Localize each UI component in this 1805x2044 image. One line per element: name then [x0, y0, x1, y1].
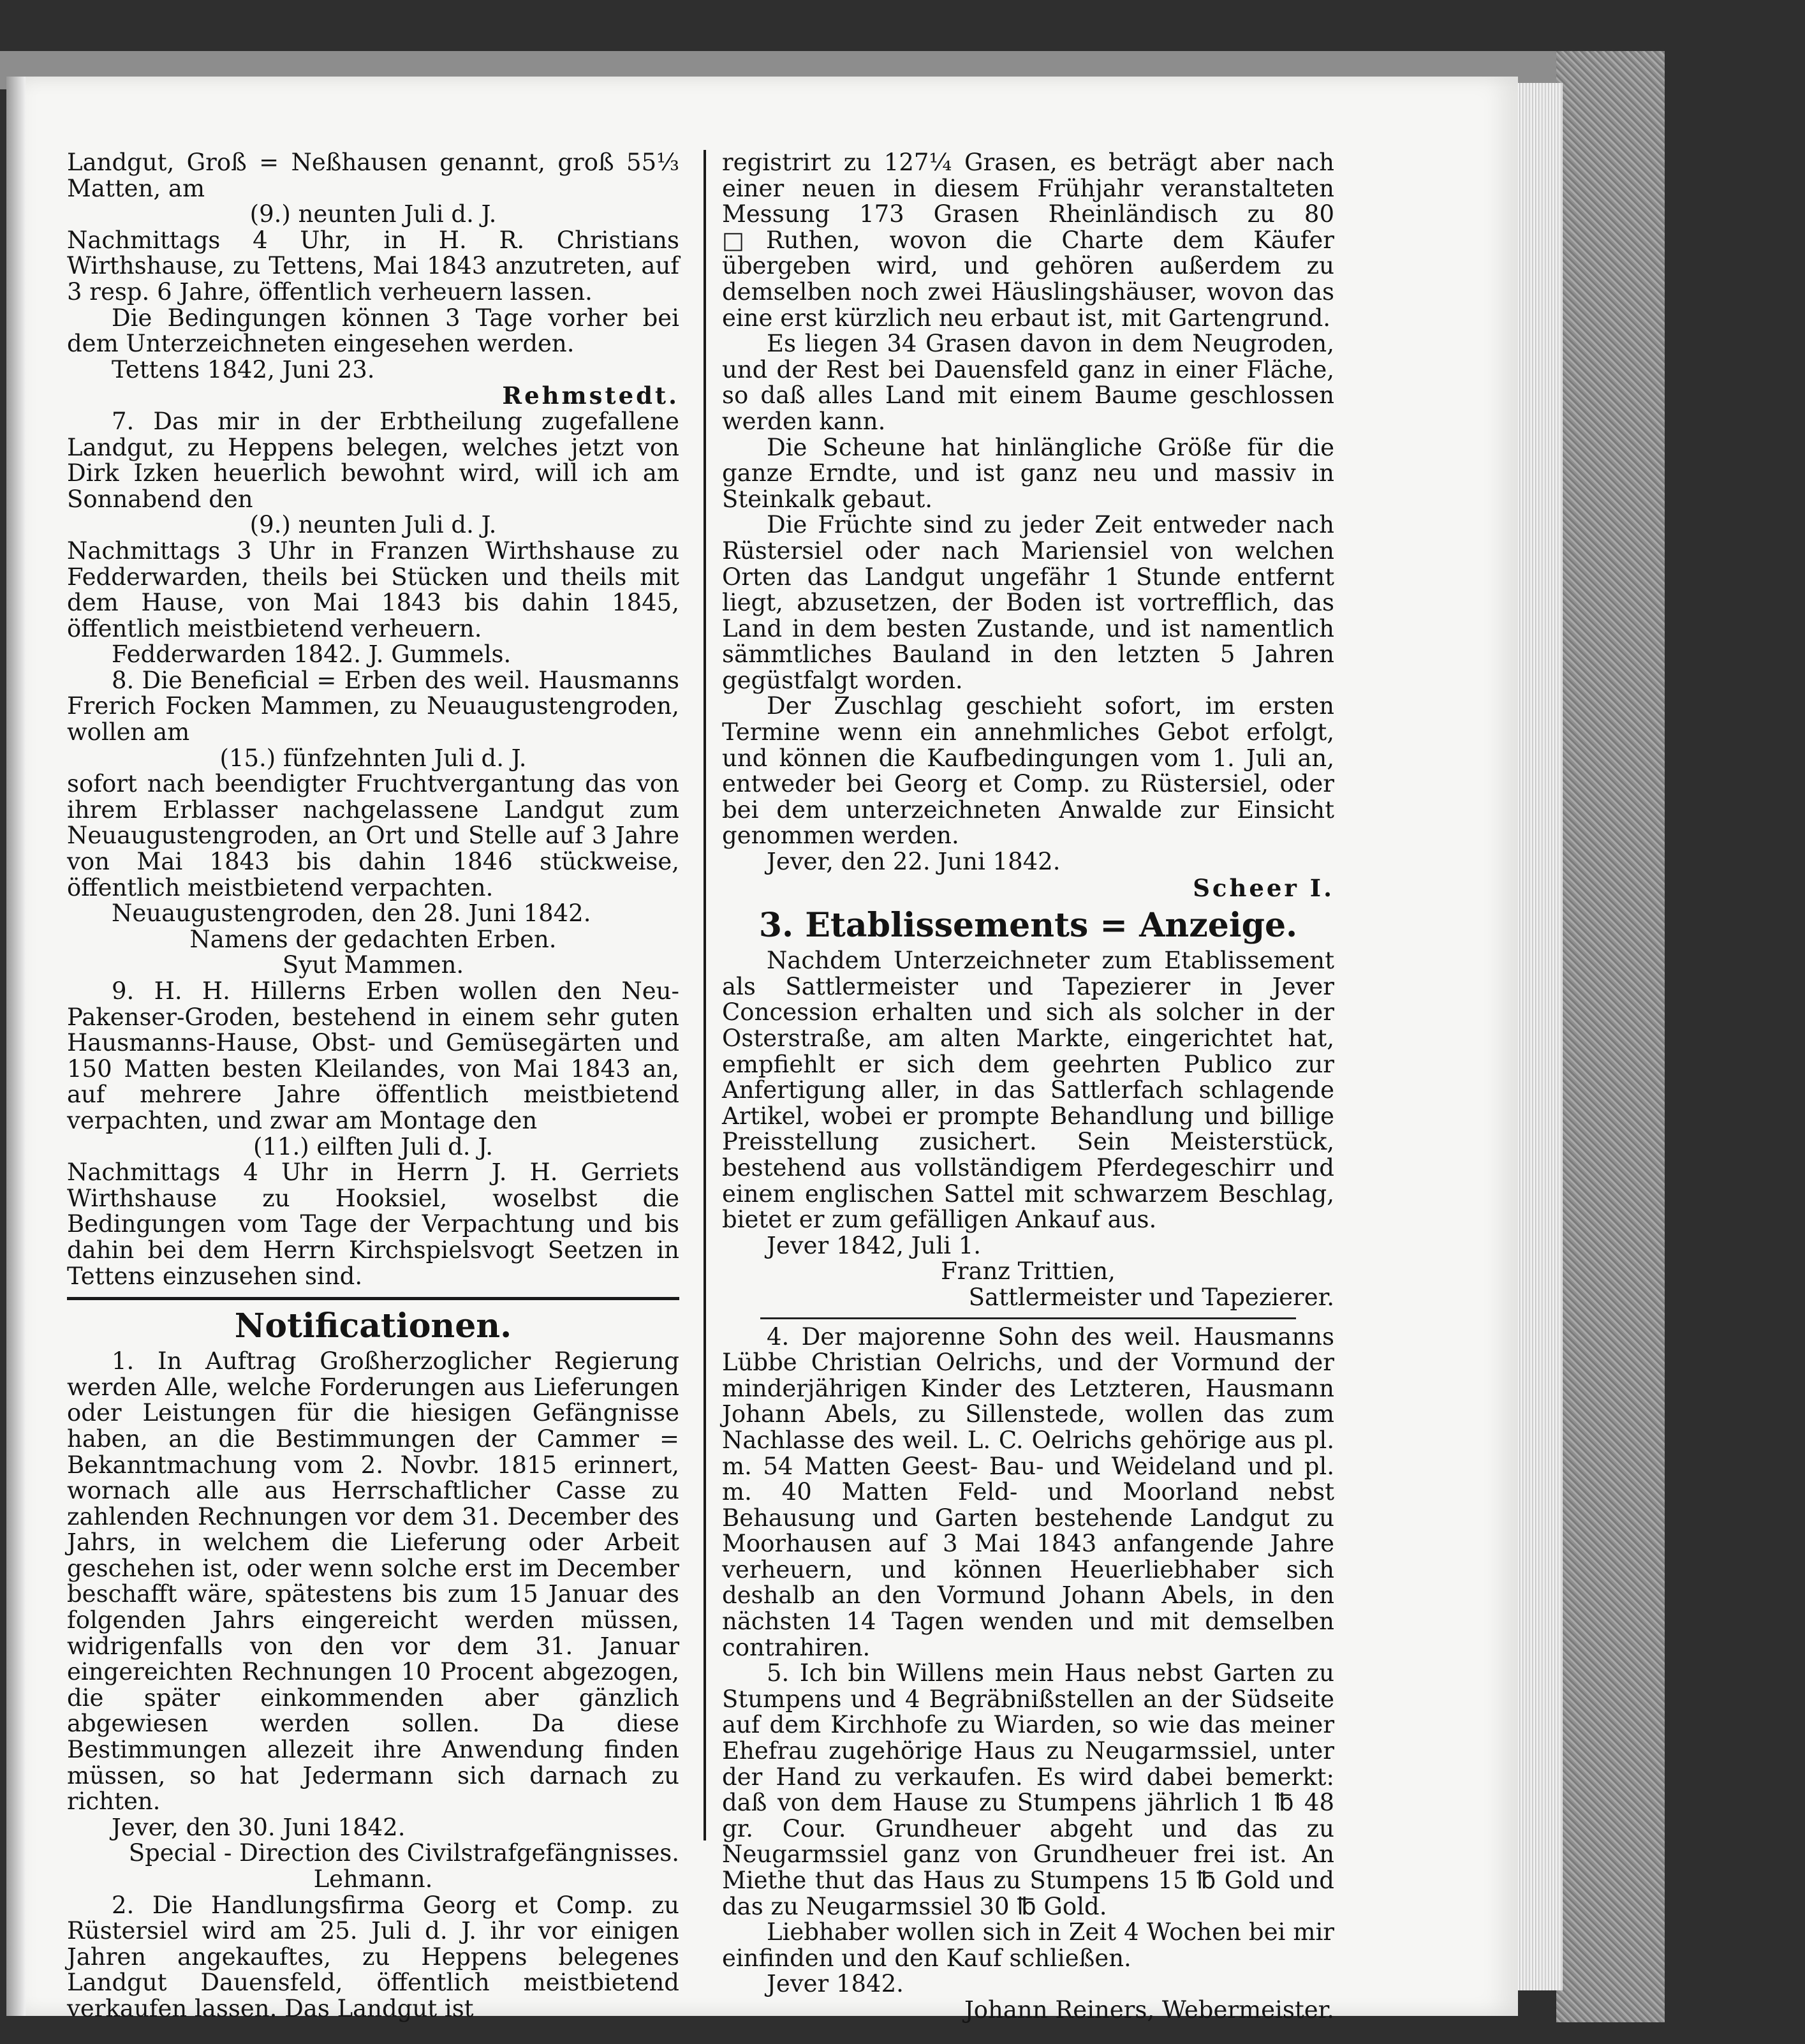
paragraph: Nachmittags 4 Uhr, in H. R. Christians Wirthshause, zu Tettens, Mai 1843 anzutreten, auf 3 resp. 6 Jahre, öffentlich verheuern lassen. — [67, 226, 679, 306]
paragraph: 2. Die Handlungsfirma Georg et Comp. zu Rüstersiel wird am 25. Juli d. J. ihr vor einigen Jahren angekauftes, zu Heppens belegenes Landgut Dauensfeld, öffentlich meistbietend verkaufen lassen. Das Landgut ist — [67, 1891, 679, 2022]
paragraph: Jever 1842, Juli 1. — [767, 1231, 982, 1259]
paragraph: Tettens 1842, Juni 23. — [112, 355, 375, 383]
paragraph: 7. Das mir in der Erbtheilung zugefallene Landgut, zu Heppens belegen, welches jetzt von Dirk Izken heuerlich bewohnt wird, will ich am Sonnabend den — [67, 407, 679, 513]
paragraph: Landgut, Groß = Neßhausen genannt, groß 55⅓ Matten, am — [67, 149, 679, 202]
paragraph: 8. Die Beneficial = Erben des weil. Hausmanns Frerich Focken Mammen, zu Neuaugustengroden, wollen am — [67, 666, 679, 746]
paragraph: Fedderwarden 1842. J. Gummels. — [112, 641, 512, 669]
paragraph: registrirt zu 127¼ Grasen, es beträgt aber nach einer neuen in diesem Frühjahr veranstalteten Messung 173 Grasen Rheinländisch zu 80 □Ruthen, wovon die Charte dem Käufer übergeben wird, und gehören außerdem zu demselben noch zwei Häuslingshäuser, wovon das eine erst kürzlich neu erbaut ist, mit Gartengrund. — [722, 149, 1334, 332]
book-cover-marbled-edge — [1556, 51, 1665, 2022]
section-heading: 3. Etablissements = Anzeige. — [758, 906, 1298, 945]
centered-line: (11.) eilften Juli d. J. — [253, 1132, 494, 1160]
left-column — [67, 150, 679, 2022]
paragraph: Der Zuschlag geschieht sofort, im ersten Termine wenn ein annehmliches Gebot erfolgt, und können die Kaufbedingungen vom 1. Juli an, entweder bei Georg et Comp. zu Rüstersiel, oder bei dem unterzeichneten Anwalde zur Einsicht genommen werden. — [722, 692, 1334, 850]
centered-line: (9.) neunten Juli d. J. — [249, 511, 497, 539]
signature-line: Special - Direction des Civilstrafgefängnisses. — [128, 1839, 679, 1867]
centered-line: Lehmann. — [313, 1865, 433, 1893]
centered-line: Syut Mammen. — [282, 951, 464, 979]
paragraph: 4. Der majorenne Sohn des weil. Hausmanns Lübbe Christian Oelrichs, und der Vormund der minderjährigen Kinder des Letzteren, Hausmann Johann Abels, zu Sillenstede, wollen das zum Nachlasse des weil. L. C. Oelrichs gehörige aus pl. m. 54 Matten Geest- Bau- und Weideland und pl. m. 40 Matten Feld- und Moorland nebst Behausung und Garten bestehende Landgut zu Moorhausen auf 3 Mai 1843 anfangende Jahre verheuern, und können Heuerliebhaber sich deshalb an den Vormund Johann Abels, in den nächsten 14 Tagen wenden und mit demselben contrahiren. — [722, 1322, 1334, 1661]
paragraph: Die Bedingungen können 3 Tage vorher bei dem Unterzeichneten eingesehen werden. — [67, 304, 679, 358]
paragraph: 9. H. H. Hillerns Erben wollen den Neu-Pakenser-Groden, bestehend in einem sehr guten Hausmanns-Hause, Obst- und Gemüsegärten und 150 Matten besten Kleilandes, von Mai 1843 an, auf mehrere Jahre öffentlich meistbietend verpachten, und zwar am Montage den — [67, 977, 679, 1134]
paragraph: 1. In Auftrag Großherzoglicher Regierung werden Alle, welche Forderungen aus Lieferungen oder Leistungen für die hiesigen Gefängnisse haben, an die Bestimmungen der Cammer = Bekanntmachung vom 2. Novbr. 1815 erinnert, wornach alle aus Herrschaftlicher Casse zu zahlenden Rechnungen vor dem 31. December des Jahrs, in welchem die Lieferung oder Arbeit geschehen ist, oder wenn solche erst im December beschafft wäre, spätestens bis zum 15 Januar des folgenden Jahrs eingereicht werden müssen, widrigenfalls von den vor dem 31. Januar eingereichten Rechnungen 10 Procent abgezogen, die später einkommenden aber gänzlich abgewiesen werden sollen. Da diese Bestimmungen allezeit ihre Anwendung finden müssen, so hat Jedermann sich darnach zu richten. — [67, 1347, 679, 1816]
page-gutter-shadow — [6, 77, 26, 2016]
centered-line: Namens der gedachten Erben. — [189, 925, 557, 953]
centered-line: (15.) fünfzehnten Juli d. J. — [219, 744, 527, 772]
paragraph: Jever 1842. — [767, 1970, 904, 1998]
centered-line: (9.) neunten Juli d. J. — [249, 200, 497, 228]
section-heading: Notificationen. — [234, 1307, 512, 1346]
signature-line: Scheer I. — [1193, 873, 1334, 902]
right-column — [722, 150, 1334, 2024]
signature-line: Sattlermeister und Tapezierer. — [968, 1283, 1334, 1311]
column-divider-rule — [704, 150, 706, 1840]
paragraph: Die Scheune hat hinlängliche Größe für die ganze Erndte, und ist ganz neu und massiv in Steinkalk gebaut. — [722, 433, 1334, 513]
paragraph: Nachmittags 3 Uhr in Franzen Wirthshause zu Fedderwarden, theils bei Stücken und theils mit dem Hause, von Mai 1843 bis dahin 1845, öffentlich meistbietend verheuern. — [67, 537, 679, 642]
paragraph: Nachmittags 4 Uhr in Herrn J. H. Gerriets Wirthshause zu Hooksiel, woselbst die Bedingungen vom Tage der Verpachtung und bis dahin bei dem Herrn Kirchspielsvogt Seetzen in Tettens einzusehen sind. — [67, 1159, 679, 1290]
centered-line: Franz Trittien, — [941, 1257, 1116, 1285]
paragraph: Es liegen 34 Grasen davon in dem Neugroden, und der Rest bei Dauensfeld ganz in einer Fläche, so daß alles Land mit einem Baume geschlossen werden kann. — [722, 330, 1334, 435]
paragraph: Neuaugustengroden, den 28. Juni 1842. — [112, 900, 591, 928]
paragraph: Liebhaber wollen sich in Zeit 4 Wochen bei mir einfinden und den Kauf schließen. — [722, 1918, 1334, 1972]
paragraph: Jever, den 30. Juni 1842. — [112, 1813, 406, 1841]
paragraph: Nachdem Unterzeichneter zum Etablissement als Sattlermeister und Tapezierer in Jever Concession erhalten und sich als solcher in der Osterstraße, am alten Markte, eingerichtet hat, empfiehlt er sich dem geehrten Publico zur Anfertigung aller, in das Sattlerfach schlagende Artikel, wobei er prompte Behandlung und billige Preisstellung zusichert. Sein Meisterstück, bestehend aus vollständigem Pferdegeschirr und einem englischen Sattel mit schwarzem Beschlag, bietet er zum gefälligen Ankauf aus. — [722, 947, 1334, 1234]
signature-line: Johann Reiners, Webermeister. — [964, 1996, 1334, 2024]
separator-rule — [760, 1317, 1296, 1319]
paragraph: Die Früchte sind zu jeder Zeit entweder nach Rüstersiel oder nach Mariensiel von welchen Orten das Landgut ungefähr 1 Stunde entfernt liegt, abzusetzen, der Boden ist vortrefflich, das Land in dem besten Zustande, und ist namentlich sämmtliches Bauland in den letzten 5 Jahren gegüstfalgt worden. — [722, 511, 1334, 694]
paragraph: Jever, den 22. Juni 1842. — [767, 848, 1061, 876]
paragraph: 5. Ich bin Willens mein Haus nebst Garten zu Stumpens und 4 Begräbnißstellen an der Südseite auf dem Kirchhofe zu Wiarden, so wie das meiner Ehefrau zugehörige Haus zu Neugarmssiel, unter der Hand zu verkaufen. Es wird dabei bemerkt: daß von dem Hause zu Stumpens jährlich 1 ℔ 48 gr. Cour. Grundheuer abgeht und das zu Neugarmssiel ganz von Grundheuer frei ist. An Miethe thut das Haus zu Stumpens 15 ℔ Gold und das zu Neugarmssiel 30 ℔ Gold. — [722, 1659, 1334, 1920]
section-rule — [67, 1297, 679, 1300]
signature-line: Rehmstedt. — [502, 381, 679, 410]
paragraph: sofort nach beendigter Fruchtvergantung das von ihrem Erblasser nachgelassene Landgut zum Neuaugustengroden, an Ort und Stelle auf 3 Jahre von Mai 1843 bis dahin 1846 stückweise, öffentlich meistbietend verpachten. — [67, 770, 679, 901]
